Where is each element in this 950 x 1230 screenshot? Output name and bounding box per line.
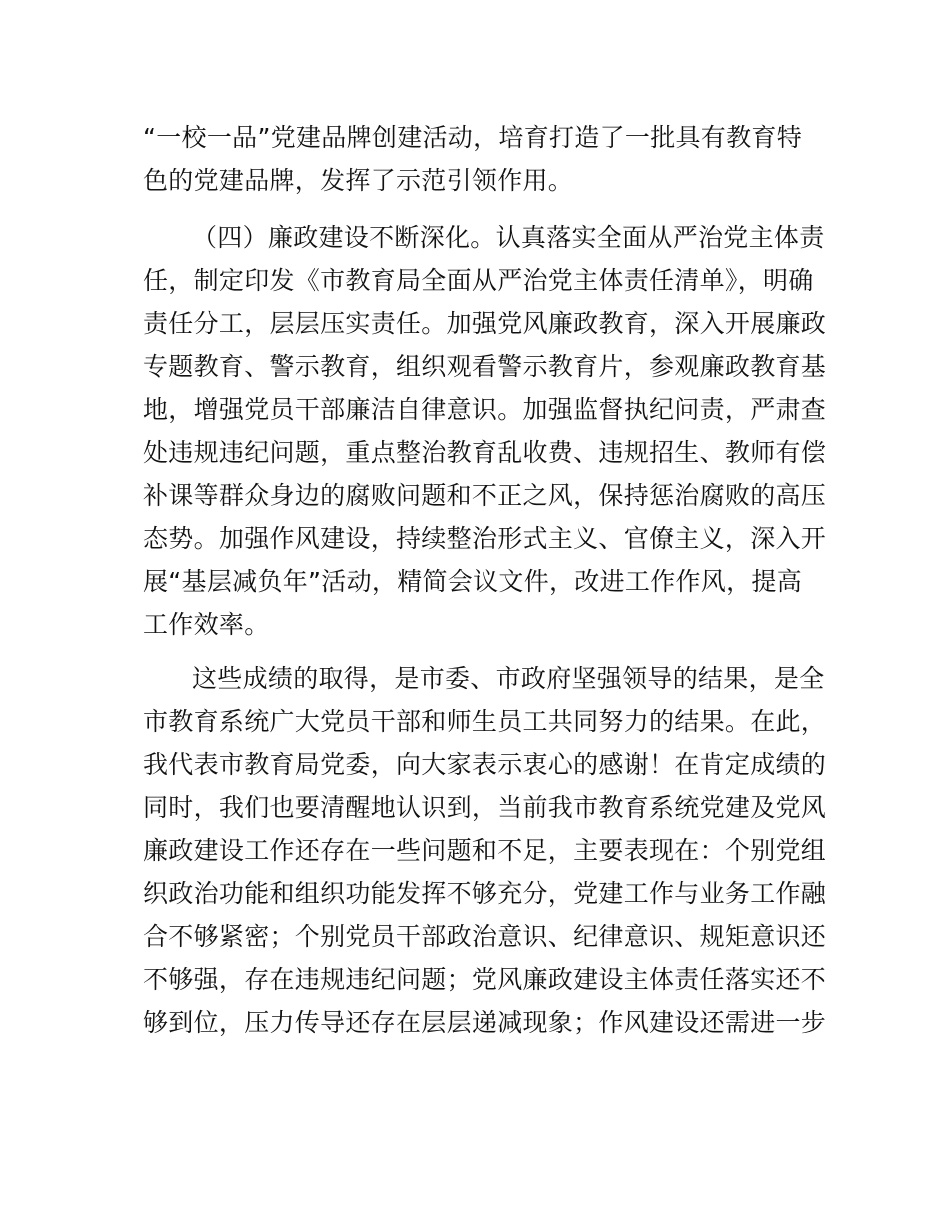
text-line: 专题教育、警示教育，组织观看警示教育片，参观廉政教育基 [143,352,827,381]
text-line: 处违规违纪问题，重点整治教育乱收费、违规招生、教师有偿 [143,438,827,467]
text-line: 色的党建品牌，发挥了示范引领作用。 [143,166,574,195]
text-line: 廉政建设工作还存在一些问题和不足，主要表现在：个别党组 [143,836,827,865]
text-line: 态势。加强作风建设，持续整治形式主义、官僚主义，深入开 [143,524,827,553]
text-line: 不够强，存在违规违纪问题；党风廉政建设主体责任落实还不 [143,965,827,994]
text-line: “一校一品”党建品牌创建活动，培育打造了一批具有教育特 [143,123,803,152]
text-line: 补课等群众身边的腐败问题和不正之风，保持惩治腐败的高压 [143,481,827,510]
text-line: 织政治功能和组织功能发挥不够充分，党建工作与业务工作融 [143,879,827,908]
text-line: 够到位，压力传导还存在层层递减现象；作风建设还需进一步 [143,1008,827,1037]
text-line: 工作效率。 [143,610,270,639]
text-line: 我代表市教育局党委，向大家表示衷心的感谢！在肯定成绩的 [143,750,827,779]
text-line: 地，增强党员干部廉洁自律意识。加强监督执纪问责，严肃查 [143,395,827,424]
text-line: 同时，我们也要清醒地认识到，当前我市教育系统党建及党风 [143,793,827,822]
paragraph-first-line: 这些成绩的取得，是市委、市政府坚强领导的结果，是全 [192,664,825,693]
text-line: 市教育系统广大党员干部和师生员工共同努力的结果。在此， [143,707,827,736]
text-line: 责任分工，层层压实责任。加强党风廉政教育，深入开展廉政 [143,309,827,338]
text-line: 任，制定印发《市教育局全面从严治党主体责任清单》，明确 [143,266,814,295]
text-line: 合不够紧密；个别党员干部政治意识、纪律意识、规矩意识还 [143,922,827,951]
text-line: 展“基层减负年”活动，精简会议文件，改进工作作风，提高 [143,567,803,596]
section-heading-line: （四）廉政建设不断深化。认真落实全面从严治党主体责 [192,223,825,252]
